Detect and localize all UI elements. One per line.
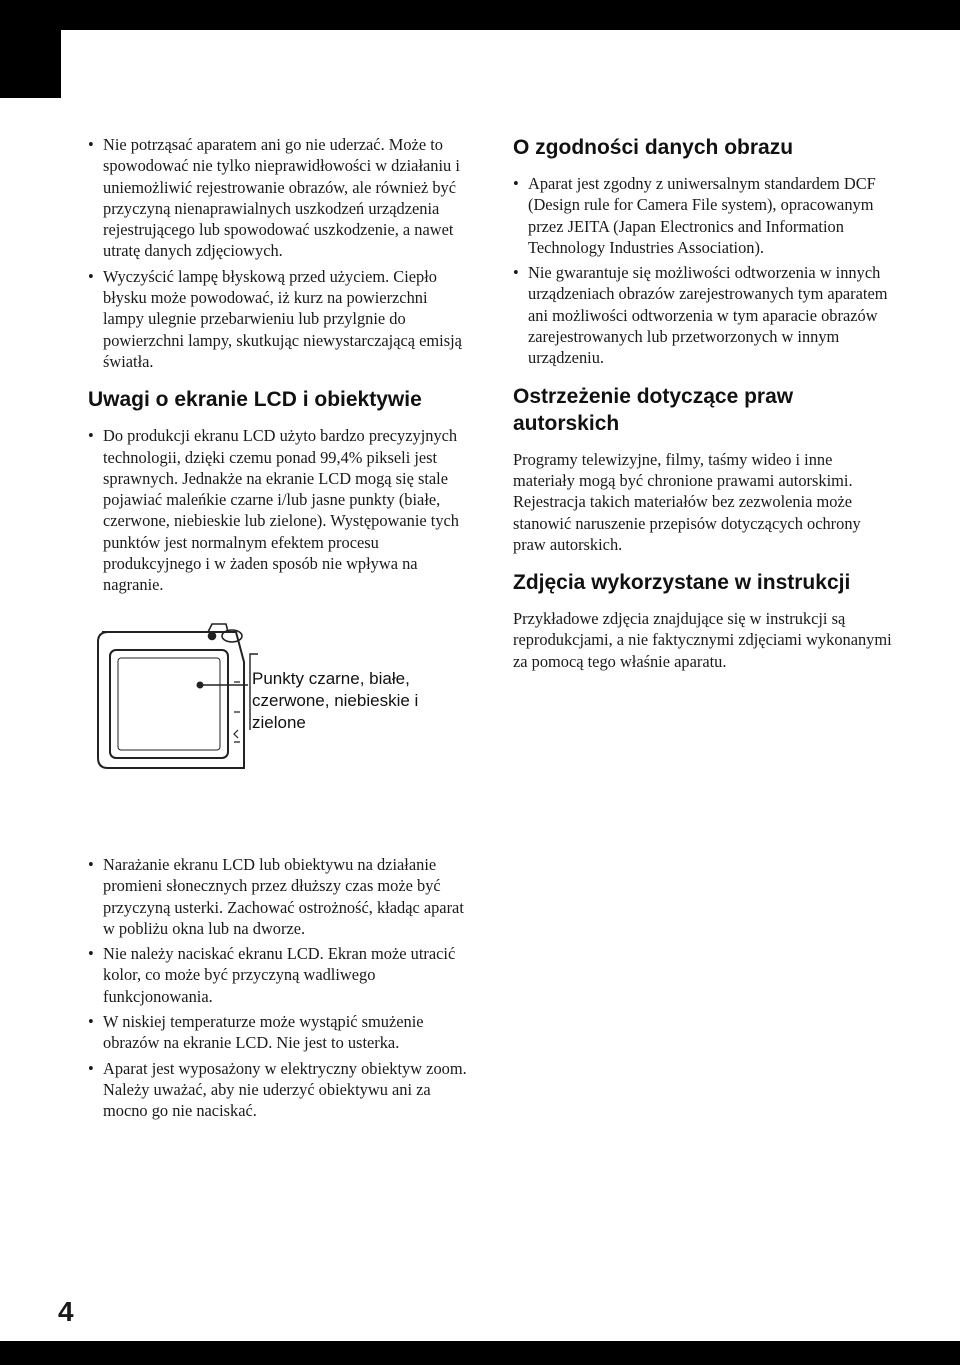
list-item: • Nie gwarantuje się możliwości odtworzenia w innych urządzeniach obrazów zarejestrowanych tym aparatem ani możliwości odtworzenia w tym aparacie obrazów zarejestrowanych lub przetworzonych w innym urządzeniu. — [513, 262, 893, 368]
lcd-notes-list — [88, 425, 470, 595]
left-column-lower — [88, 854, 470, 1126]
precautions-list-top — [88, 134, 470, 372]
right-column — [513, 134, 893, 672]
list-item: • W niskiej temperaturze może wystąpić smużenie obrazów na ekranie LCD. Nie jest to usterka. — [88, 1011, 470, 1054]
copyright-paragraph: Programy telewizyjne, filmy, taśmy wideo i inne materiały mogą być chronione prawami autorskimi. Rejestracja takich materiałów bez zezwolenia może stanowić naruszenie przepisów dotyczących ochrony praw autorskich. — [513, 449, 861, 554]
corner-tab-marker — [0, 0, 61, 98]
list-item: • Nie należy naciskać ekranu LCD. Ekran może utracić kolor, co może być przyczyną wadliwego funkcjonowania. — [88, 943, 470, 1007]
top-black-bar — [0, 0, 960, 30]
page-number: 4 — [58, 1296, 74, 1327]
list-item: • Aparat jest zgodny z uniwersalnym standardem DCF (Design rule for Camera File system), opracowanym przez JEITA (Japan Electronics and Information Technology Industries Association). — [513, 173, 893, 258]
list-item: • Narażanie ekranu LCD lub obiektywu na działanie promieni słonecznych przez dłuższy czas może być przyczyną usterki. Zachować ostrożność, kładąc aparat w pobliżu okna lub na dworze. — [88, 854, 470, 939]
section-heading-copyright: Ostrzeżenie dotyczące praw autorskich — [513, 384, 794, 435]
section-heading-compatibility: O zgodności danych obrazu — [513, 136, 794, 159]
lcd-screen-figure — [88, 622, 470, 774]
list-item: • Do produkcji ekranu LCD użyto bardzo precyzyjnych technologii, dzięki czemu ponad 99,4% pikseli jest sprawnych. Jednakże na ekranie LCD mogą się stale pojawiać maleńkie czarne i/lub jasne punkty (białe, czerwone, niebieskie lub zielone). Występowanie tych punktów jest normalnym efektem procesu produkcyjnego i w żaden sposób nie wpływa na nagranie. — [88, 425, 470, 595]
photos-paragraph: Przykładowe zdjęcia znajdujące się w instrukcji są reprodukcjami, a nie faktycznymi zdjęciami wykonanymi za pomocą tego właśnie aparatu. — [513, 609, 892, 671]
list-item: • Wyczyścić lampę błyskową przed użyciem. Ciepło błysku może powodować, iż kurz na powierzchni lampy ulegnie przebarwieniu lub przylgnie do powierzchni lampy, skutkując niewystarczającą emisją światła. — [88, 266, 470, 372]
list-item: • Aparat jest wyposażony w elektryczny obiektyw zoom. Należy uważać, aby nie uderzyć obiektywu ani za mocno go nie naciskać. — [88, 1058, 470, 1122]
figure-caption: Punkty czarne, białe, czerwone, niebieskie i zielone — [252, 668, 419, 732]
compatibility-list — [513, 173, 893, 369]
section-heading-lcd: Uwagi o ekranie LCD i obiektywie — [88, 388, 422, 412]
camera-lcd-illustration — [88, 622, 248, 774]
list-item: • Nie potrząsać aparatem ani go nie uderzać. Może to spowodować nie tylko nieprawidłowości w działaniu i uniemożliwić rejestrowanie obrazów, ale również być przyczyną nienaprawialnych uszkodzeń urządzenia rejestrującego lub spowodować uszkodzenie, a nawet utratę danych zdjęciowych. — [88, 134, 470, 262]
left-column-upper — [88, 134, 470, 774]
bottom-black-bar — [0, 1341, 960, 1365]
section-heading-photos: Zdjęcia wykorzystane w instrukcji — [513, 571, 851, 595]
precautions-list-bottom — [88, 854, 470, 1122]
